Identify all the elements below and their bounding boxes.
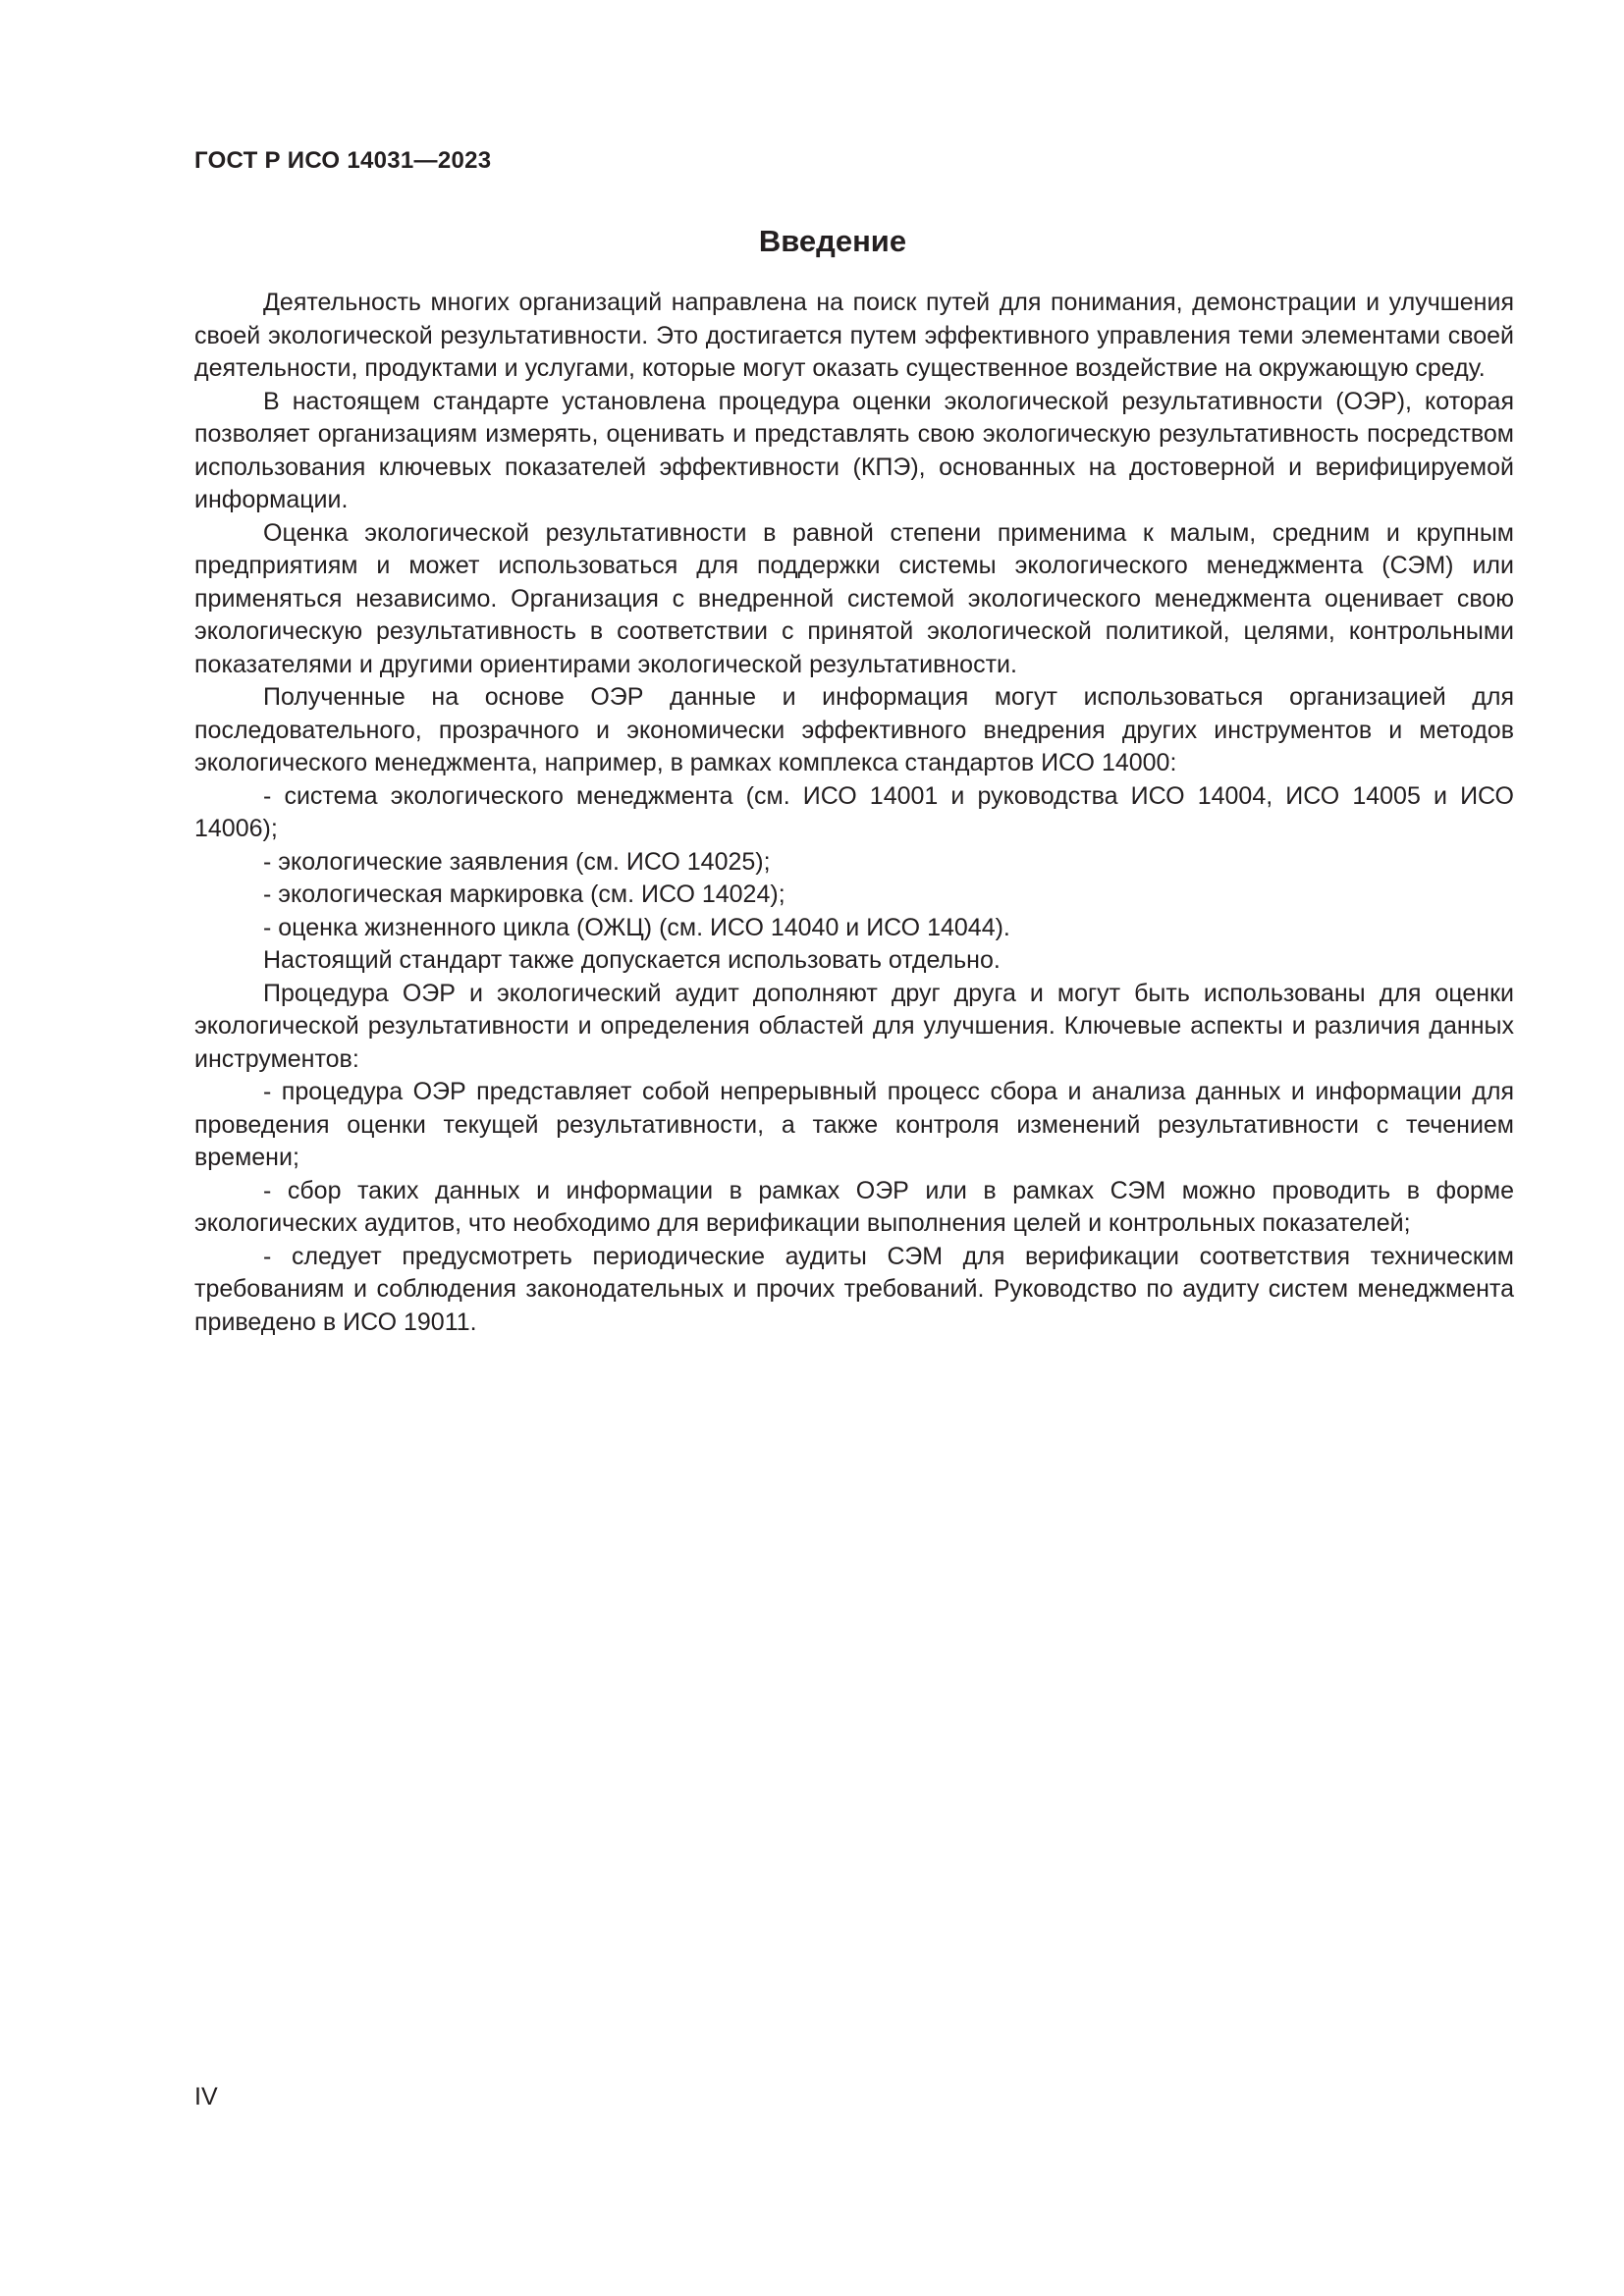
- section-title-text: Введение: [758, 224, 907, 258]
- list-item: - оценка жизненного цикла (ОЖЦ) (см. ИСО 14040 и ИСО 14044).: [263, 913, 1010, 941]
- paragraph: В настоящем стандарте установлена процедура оценки экологической результативности (ОЭР), которая позволяет организациям измерять, оценивать и представлять свою экологическую результативность посредством использования ключевых показателей эффективности (КПЭ), основанных на достоверной и верифицируемой информации.: [194, 387, 1514, 513]
- standard-designation: ГОСТ Р ИСО 14031—2023: [194, 147, 492, 174]
- list-item: - экологические заявления (см. ИСО 14025);: [263, 847, 771, 876]
- list-item: - сбор таких данных и информации в рамках ОЭР или в рамках СЭМ можно проводить в форме экологических аудитов, что необходимо для верификации выполнения целей и контрольных показателей;: [194, 1176, 1514, 1237]
- body-text: [194, 287, 1514, 1339]
- paragraph: Деятельность многих организаций направлена на поиск путей для понимания, демонстрации и улучшения своей экологической результативности. Это достигается путем эффективного управления теми элементами своей деятельности, продуктами и услугами, которые могут оказать существенное воздействие на окружающую среду.: [194, 289, 1514, 382]
- paragraph: Процедура ОЭР и экологический аудит дополняют друг друга и могут быть использованы для оценки экологической результативности и определения областей для улучшения. Ключевые аспекты и различия данных инструментов:: [194, 979, 1514, 1073]
- paragraph: Настоящий стандарт также допускается использовать отдельно.: [263, 946, 1001, 974]
- list-item: - процедура ОЭР представляет собой непрерывный процесс сбора и анализа данных и информации для проведения оценки текущей результативности, а также контроля изменений результативности с течением времени;: [194, 1078, 1514, 1171]
- page-number: IV: [194, 2083, 218, 2110]
- paragraph: Оценка экологической результативности в равной степени применима к малым, средним и крупным предприятиям и может использоваться для поддержки системы экологического менеджмента (СЭМ) или применяться независимо. Организация с внедренной системой экологического менеджмента оценивает свою экологическую результативность в соответствии с принятой экологической политикой, целями, контрольными показателями и другими ориентирами экологической результативности.: [194, 518, 1514, 678]
- list-item: - следует предусмотреть периодические аудиты СЭМ для верификации соответствия техническим требованиям и соблюдения законодательных и прочих требований. Руководство по аудиту систем менеджмента приведено в ИСО 19011.: [194, 1242, 1514, 1336]
- section-title: [0, 224, 1624, 259]
- list-item: - экологическая маркировка (см. ИСО 14024);: [263, 881, 785, 908]
- paragraph: Полученные на основе ОЭР данные и информация могут использоваться организацией для последовательного, прозрачного и экономически эффективного внедрения других инструментов и методов экологического менеджмента, например, в рамках комплекса стандартов ИСО 14000:: [194, 683, 1514, 776]
- list-item: - система экологического менеджмента (см. ИСО 14001 и руководства ИСО 14004, ИСО 14005 и ИСО 14006);: [194, 781, 1514, 842]
